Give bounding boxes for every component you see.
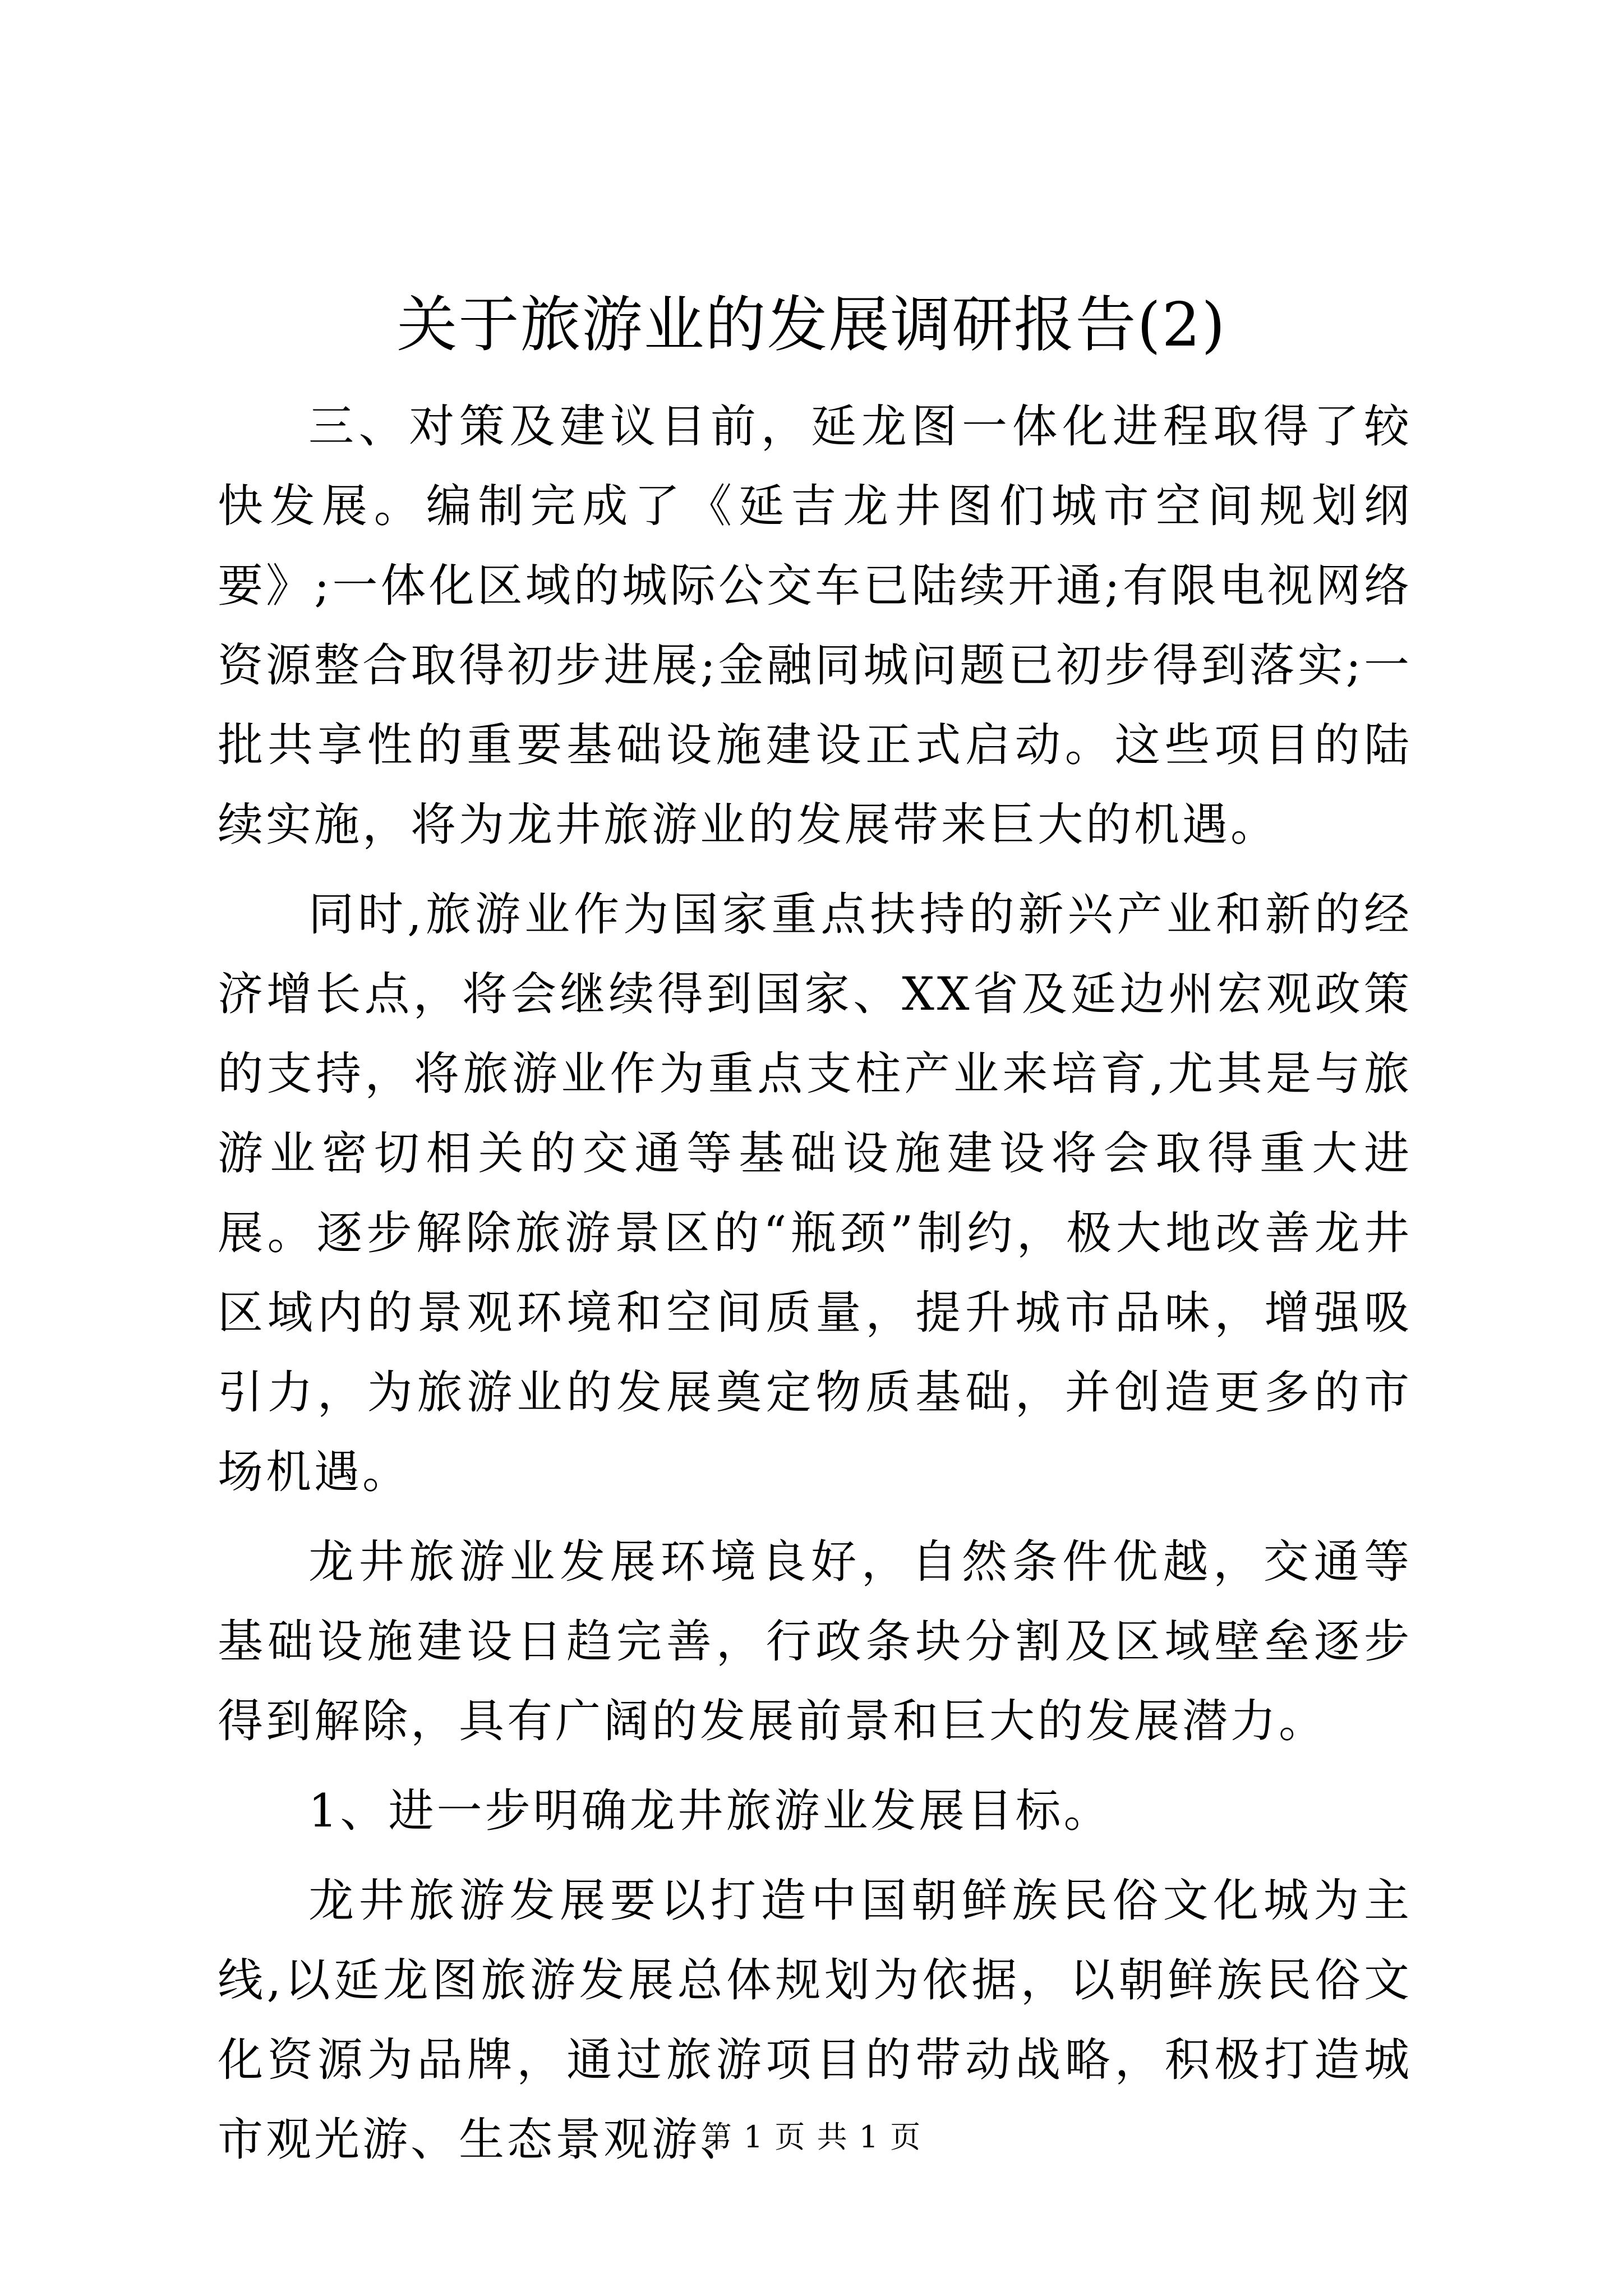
paragraph-development-mainline: 龙井旅游发展要以打造中国朝鲜族民俗文化城为主线,以延龙图旅游发展总体规划为依据，以朝鲜族民俗文化资源为品牌，通过旅游项目的带动战略，积极打造城市观光游、生态景观游、 [218,1875,1412,2166]
page-footer: 第 1 页 共 1 页 [701,2119,922,2155]
paragraph-environment: 龙井旅游业发展环境良好，自然条件优越，交通等基础设施建设日趋完善，行政条块分割及区域壁垒逐步得到解除，具有广阔的发展前景和巨大的发展潜力。 [218,1536,1412,1748]
paragraph-countermeasures: 三、对策及建议目前，延龙图一体化进程取得了较快发展。编制完成了《延吉龙井图们城市空间规划纲要》;一体化区域的城际公交车已陆续开通;有限电视网络资源整合取得初步进展;金融同城问题已初步得到落实;一批共享性的重要基础设施建设正式启动。这些项目的陆续实施，将为龙井旅游业的发展带来巨大的机遇。 [218,401,1412,852]
document-title: 关于旅游业的发展调研报告(2) [396,290,1227,360]
document-body [218,387,1412,2180]
paragraph-policy-support: 同时,旅游业作为国家重点扶持的新兴产业和新的经济增长点，将会继续得到国家、XX省及延边州宏观政策的支持，将旅游业作为重点支柱产业来培育,尤其是与旅游业密切相关的交通等基础设施建设将会取得重大进展。逐步解除旅游景区的“瓶颈”制约，极大地改善龙井区域内的景观环境和空间质量，提升城市品味，增强吸引力，为旅游业的发展奠定物质基础，并创造更多的市场机遇。 [218,889,1412,1499]
section-heading-goals: 1、进一步明确龙井旅游业发展目标。 [308,1785,1112,1838]
